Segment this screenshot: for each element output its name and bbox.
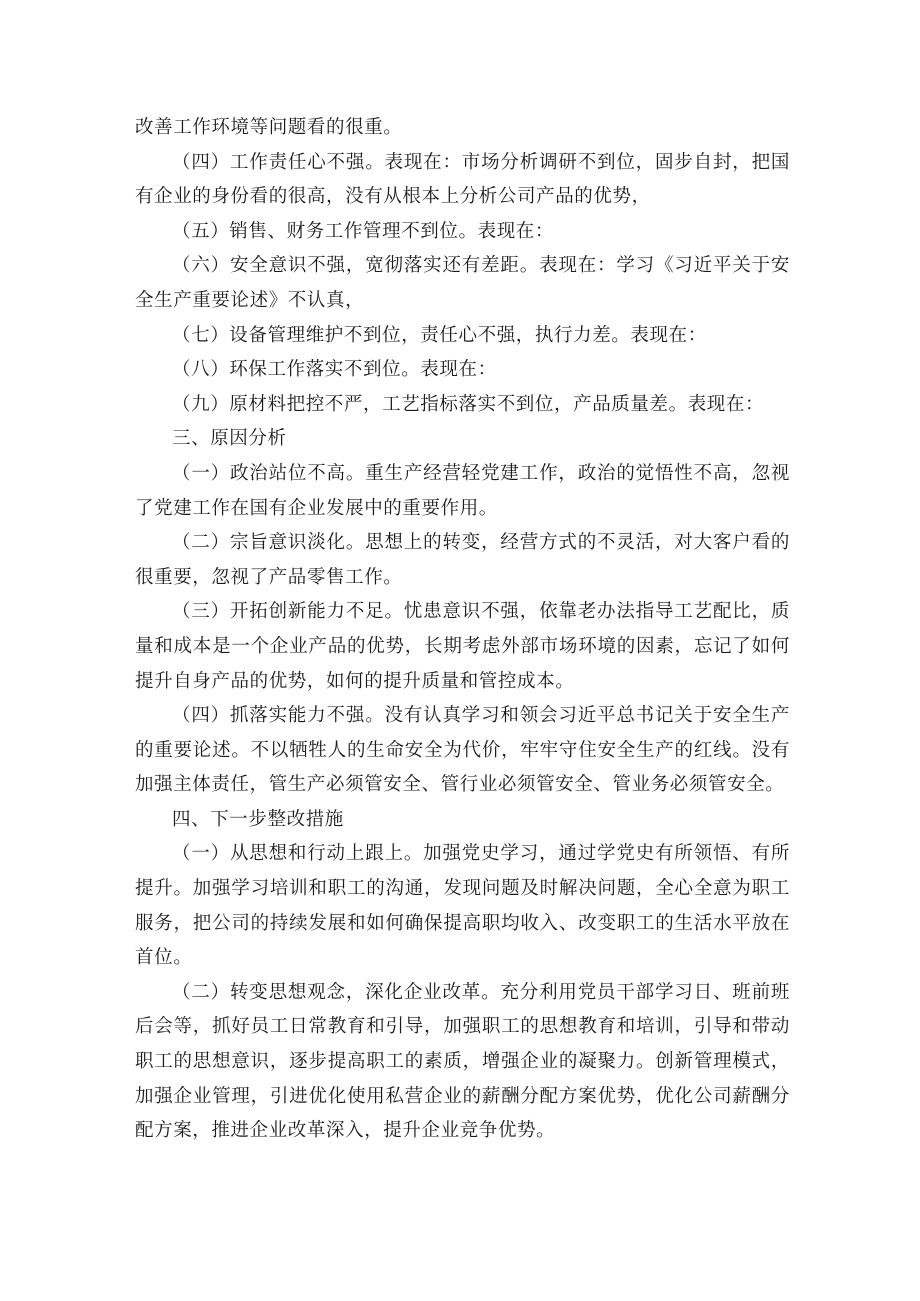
paragraph-measure-1: （一）从思想和行动上跟上。加强党史学习，通过学党史有所领悟、有所提升。加强学习培训和职工的沟通，发现问题及时解决问题，全心全意为职工服务，把公司的持续发展和如何确保提高职均收入、改变职工的生活水平放在首位。: [135, 843, 790, 969]
paragraph-cause-4: （四）抓落实能力不强。没有认真学习和领会习近平总书记关于安全生产的重要论述。不以牺牲人的生命安全为代价，牢牢守住安全生产的红线。没有加强主体责任，管生产必须管安全、管行业必须管安全、管业务必须管安全。: [135, 705, 790, 796]
paragraph-cause-3: （三）开拓创新能力不足。忧患意识不强，依靠老办法指导工艺配比，质量和成本是一个企业产品的优势，长期考虑外部市场环境的因素，忘记了如何提升自身产品的优势，如何的提升质量和管控成本。: [135, 601, 790, 692]
paragraph-cause-1: （一）政治站位不高。重生产经营轻党建工作，政治的觉悟性不高，忽视了党建工作在国有企业发展中的重要作用。: [135, 462, 790, 519]
paragraph-item-9-materials: （九）原材料把控不严，工艺指标落实不到位，产品质量差。表现在：: [172, 393, 765, 415]
section-heading-cause-analysis: 三、原因分析: [172, 428, 287, 450]
paragraph-item-8-environment: （八）环保工作落实不到位。表现在：: [172, 359, 497, 381]
paragraph-item-6-safety: （六）安全意识不强，宽彻落实还有差距。表现在：学习《习近平关于安全生产重要论述》不认真，: [135, 255, 790, 311]
paragraph-measure-2: （二）转变思想观念，深化企业改革。充分利用党员干部学习日、班前班后会等，抓好员工日常教育和引导，加强职工的思想教育和培训，引导和带动职工的思想意识，逐步提高职工的素质，增强企业的凝聚力。创新管理模式，加强企业管理，引进优化使用私营企业的薪酬分配方案优势，优化公司薪酬分配方案，推进企业改革深入，提升企业竞争优势。: [135, 981, 790, 1142]
paragraph-cause-2: （二）宗旨意识淡化。思想上的转变，经营方式的不灵活，对大客户看的很重要，忽视了产品零售工作。: [135, 532, 790, 588]
document-body: [135, 111, 790, 1149]
paragraph-item-5-sales-finance: （五）销售、财务工作管理不到位。表现在：: [172, 220, 555, 242]
paragraph-item-4-responsibility: （四）工作责任心不强。表现在：市场分析调研不到位，固步自封，把国有企业的身份看的很高，没有从根本上分析公司产品的优势，: [135, 151, 790, 208]
paragraph-continuation: 改善工作环境等问题看的很重。: [135, 117, 403, 138]
paragraph-item-7-equipment: （七）设备管理维护不到位，责任心不强，执行力差。表现在：: [172, 324, 707, 346]
section-heading-next-steps: 四、下一步整改措施: [172, 808, 344, 830]
